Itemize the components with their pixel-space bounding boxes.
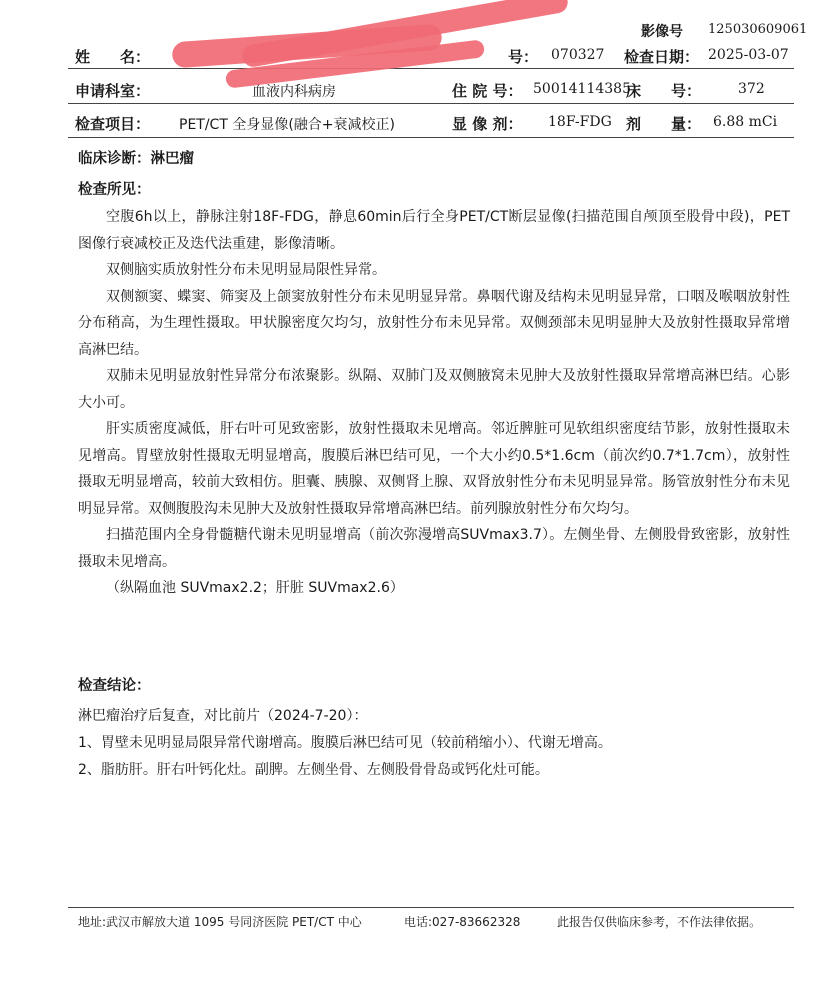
footer-divider [68,907,794,908]
findings-paragraph: 扫描范围内全身骨髓糖代谢未见明显增高（前次弥漫增高SUVmax3.7）。左侧坐骨、左侧股骨致密影，放射性摄取未见增高。 [78,527,790,570]
footer-disclaimer: 此报告仅供临床参考，不作法律依据。 [557,915,762,929]
clinical-diagnosis: 临床诊断：淋巴瘤 [78,151,194,167]
findings-body [78,204,790,602]
image-no-label: 影像号 [641,24,683,40]
findings-paragraph: 双肺未见明显放射性异常分布浓聚影。纵隔、双肺门及双侧腋窝未见肿大及放射性摄取异常增高淋巴结。心影大小可。 [78,368,790,411]
findings-title: 检查所见： [78,182,151,198]
header-divider-2 [68,103,794,104]
findings-paragraph: 双侧脑实质放射性分布未见明显局限性异常。 [106,262,386,278]
agent-value: 18F-FDG [548,114,612,130]
header-divider-3 [68,137,794,138]
inpatient-label: 住 院 号： [452,82,523,100]
findings-paragraph: 空腹6h以上，静脉注射18F-FDG，静息60min后行全身PET/CT断层显像(扫描范围自颅顶至股骨中段)，PET图像行衰减校正及迭代法重建，影像清晰。 [78,209,790,252]
conclusion-body [78,703,790,784]
findings-paragraph: 双侧额窦、蝶窦、筛窦及上颌窦放射性分布未见明显异常。鼻咽代谢及结构未见明显异常，口咽及喉咽放射性分布稍高，为生理性摄取。甲状腺密度欠均匀，放射性分布未见异常。双侧颈部未见明显肿大及放射性摄取异常增高淋巴结。 [78,288,790,358]
dose-value: 6.88 mCi [713,114,778,130]
name-label: 姓 名： [75,48,151,66]
exam-no-value: 070327 [551,47,605,63]
image-no-value: 125030609061 [708,22,808,37]
footer-phone: 电话:027-83662328 [404,915,521,929]
exam-no-label: 号： [508,48,539,66]
findings-paragraph: （纵隔血池 SUVmax2.2；肝脏 SUVmax2.6） [106,580,404,596]
conclusion-item: 1、胃壁未见明显局限异常代谢增高。腹膜后淋巴结可见（较前稍缩小）、代谢无增高。 [78,735,612,751]
dose-label: 剂 量： [626,115,702,133]
exam-date-label: 检查日期： [624,48,700,66]
exam-item-value: PET/CT 全身显像(融合+衰减校正) [179,117,395,133]
findings-paragraph: 肝实质密度减低，肝右叶可见致密影，放射性摄取未见增高。邻近脾脏可见软组织密度结节影，放射性摄取未见增高。胃壁放射性摄取无明显增高，腹膜后淋巴结可见，一个大小约0.5*1.6cm（前次约0.7*1.7cm），放射性摄取无明显增高，较前大致相仿。胆囊、胰腺、双侧肾上腺、双肾放射性分布未见明显异常。肠管放射性分布未见明显异常。双侧腹股沟未见肿大及放射性摄取异常增高淋巴结。前列腺放射性分布欠均匀。 [78,421,790,517]
bed-label: 床 号： [626,82,702,100]
footer-address: 地址:武汉市解放大道 1095 号同济医院 PET/CT 中心 [78,915,362,929]
conclusion-title: 检查结论： [78,678,151,694]
bed-value: 372 [738,81,765,97]
dept-value: 血液内科病房 [252,84,336,100]
inpatient-value: 50014114385 [533,81,631,97]
exam-item-label: 检查项目： [75,115,151,133]
conclusion-item: 2、脂肪肝。肝右叶钙化灶。副脾。左侧坐骨、左侧股骨骨岛或钙化灶可能。 [78,762,549,778]
agent-label: 显 像 剂： [452,115,523,133]
header-divider-1 [68,68,794,69]
conclusion-intro: 淋巴瘤治疗后复查，对比前片（2024-7-20）： [78,708,368,724]
exam-date-value: 2025-03-07 [708,47,789,63]
dept-label: 申请科室： [75,82,151,100]
